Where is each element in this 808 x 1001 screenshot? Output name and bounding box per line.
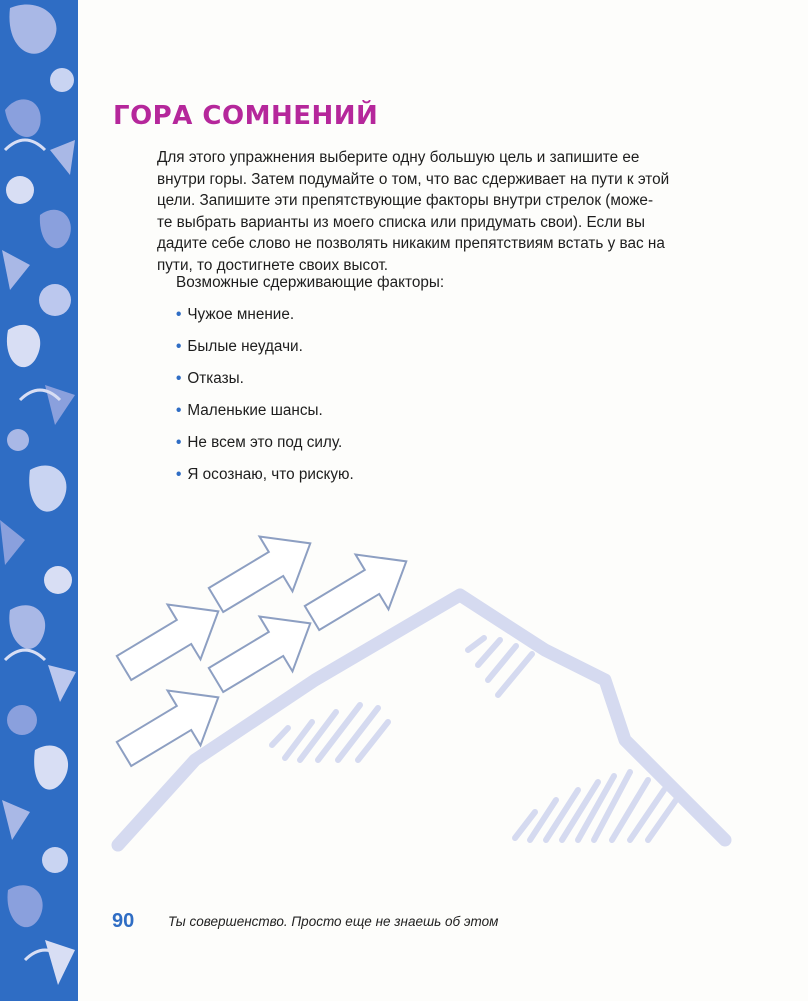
intro-paragraph <box>157 147 717 276</box>
intro-line: пути, то достигнете своих высот. <box>157 256 389 274</box>
list-item-text: Маленькие шансы. <box>187 402 323 419</box>
running-title: Ты совершенство. Просто еще не знаешь об этом <box>168 914 499 929</box>
intro-line: дадите себе слово не позволять никаким препятствиям встать у вас на <box>157 235 665 252</box>
bullet-icon: • <box>176 434 182 451</box>
page-number: 90 <box>112 910 135 932</box>
list-item <box>176 401 354 433</box>
intro-line: Для этого упражнения выберите одну большую цель и запишите ее <box>157 149 640 166</box>
bullet-icon: • <box>176 338 182 355</box>
list-item-text: Я осознаю, что рискую. <box>187 466 354 483</box>
list-item-text: Не всем это под силу. <box>187 434 343 451</box>
list-item <box>176 433 354 465</box>
list-item-text: Чужое мнение. <box>187 306 295 323</box>
bullet-icon: • <box>176 402 182 419</box>
intro-line: внутри горы. Затем подумайте о том, что вас сдерживает на пути к этой <box>157 170 670 188</box>
arrow-shape <box>108 670 235 782</box>
intro-line: цели. Запишите эти препятствующие факторы внутри стрелок (може- <box>157 192 654 209</box>
list-item <box>176 465 354 497</box>
mountain-illustration <box>0 500 808 870</box>
page-title: ГОРА СОМНЕНИЙ <box>113 101 379 131</box>
list-item-text: Отказы. <box>187 370 244 387</box>
factor-list <box>176 305 354 497</box>
bullet-icon: • <box>176 370 182 387</box>
bullet-icon: • <box>176 466 182 483</box>
bullet-icon: • <box>176 306 182 323</box>
list-item-text: Былые неудачи. <box>187 338 303 355</box>
factors-heading: Возможные сдерживающие факторы: <box>176 274 445 291</box>
list-item <box>176 305 354 337</box>
list-item <box>176 369 354 401</box>
intro-line: те выбрать варианты из моего списка или придумать свои). Если вы <box>157 213 646 231</box>
list-item <box>176 337 354 369</box>
